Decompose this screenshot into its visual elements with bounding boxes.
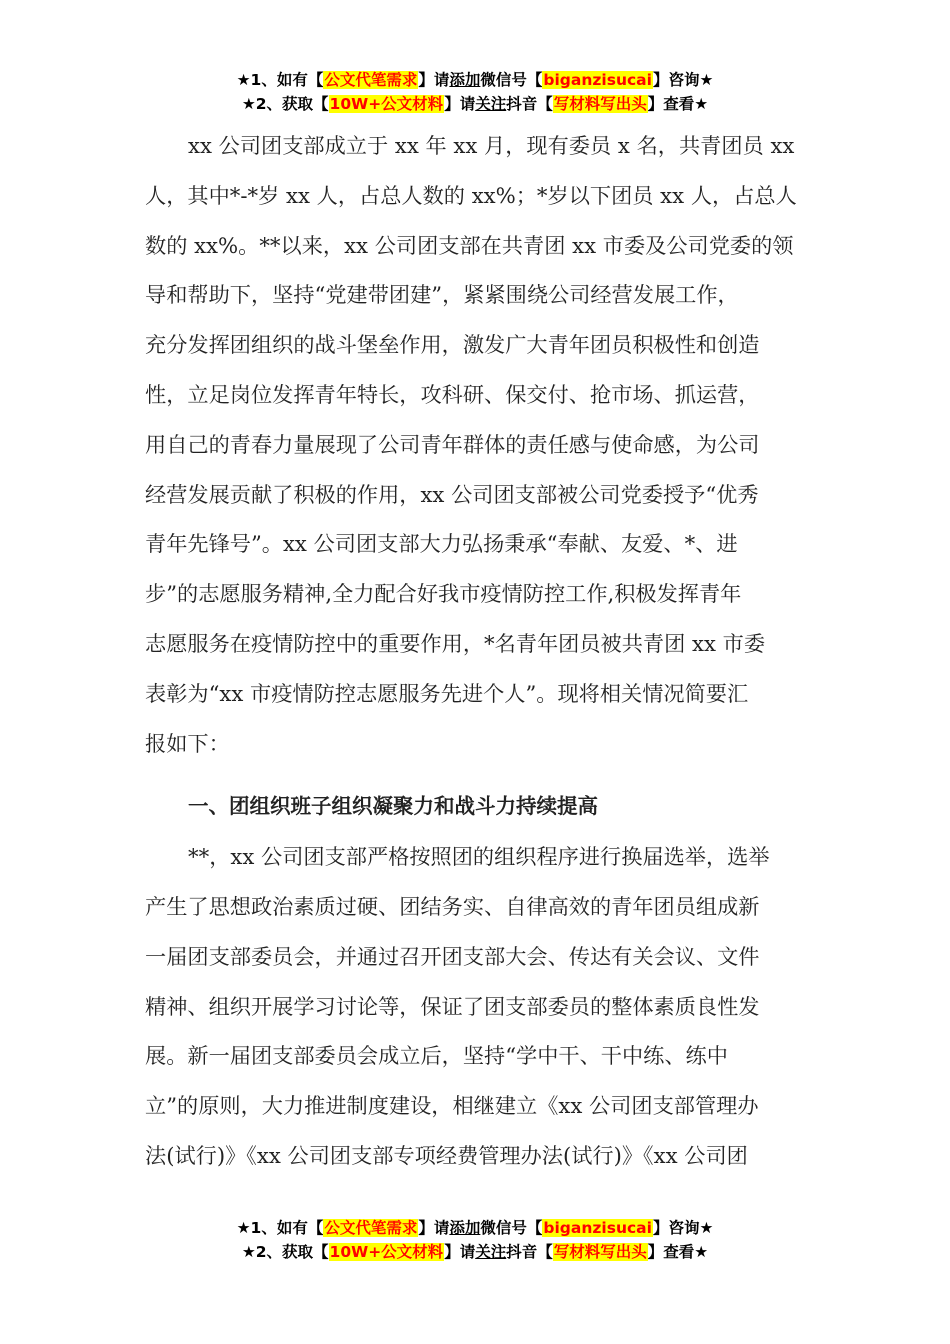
paragraph-line: 青年先锋号”。xx 公司团支部大力弘扬秉承“奉献、友爱、*、进 <box>145 531 738 557</box>
wechat-id-highlight: biganzisucai <box>543 1219 652 1237</box>
promo-text: 抖音【 <box>506 1243 553 1261</box>
promo-text: 1、如有【 <box>250 71 324 89</box>
star-icon: ★ <box>241 95 256 113</box>
promo-text: 微信号【 <box>480 1219 543 1237</box>
paragraph-line: 一届团支部委员会，并通过召开团支部大会、传达有关会议、文件 <box>145 943 760 969</box>
star-icon: ★ <box>236 71 251 89</box>
douyin-highlight: 写材料写出头 <box>553 1243 647 1261</box>
star-icon: ★ <box>236 1219 251 1237</box>
promo-highlight: 10W+公文材料 <box>329 1243 444 1261</box>
paragraph-line: 用自己的青春力量展现了公司青年群体的责任感与使命感，为公司 <box>145 431 760 457</box>
promo-line-1 <box>0 68 950 92</box>
spacer <box>145 768 810 782</box>
promo-text: 】查看★ <box>647 95 709 113</box>
promo-text: 抖音【 <box>506 95 553 113</box>
promo-text: 】请 <box>444 95 476 113</box>
paragraph-line: 立”的原则，大力推进制度建设，相继建立《xx 公司团支部管理办 <box>145 1093 759 1119</box>
paragraph-line: 人，其中*-*岁 xx 人，占总人数的 xx%；*岁以下团员 xx 人，占总人 <box>145 182 797 208</box>
document-body <box>145 121 810 1181</box>
promo-text: 微信号【 <box>480 71 543 89</box>
promo-text: 2、获取【 <box>255 95 329 113</box>
paragraph-line: 数的 xx%。**以来，xx 公司团支部在共青团 xx 市委及公司党委的领 <box>145 232 794 258</box>
paragraph-line: 产生了思想政治素质过硬、团结务实、自律高效的青年团员组成新 <box>145 893 760 919</box>
promo-text: 】咨询★ <box>652 1219 714 1237</box>
promo-underline: 添加 <box>449 71 481 89</box>
paragraph-line: 性，立足岗位发挥青年特长，攻科研、保交付、抢市场、抓运营， <box>145 381 760 407</box>
douyin-highlight: 写材料写出头 <box>553 95 647 113</box>
paragraph-line: 报如下： <box>145 730 230 756</box>
promo-text: 】查看★ <box>647 1243 709 1261</box>
star-icon: ★ <box>241 1243 256 1261</box>
promo-underline: 关注 <box>475 95 507 113</box>
promo-line-2 <box>0 92 950 116</box>
promo-underline: 添加 <box>449 1219 481 1237</box>
promo-line-2 <box>0 1240 950 1264</box>
paragraph-line: 法(试行)》《xx 公司团支部专项经费管理办法(试行)》《xx 公司团 <box>145 1142 748 1168</box>
promo-text: 】请 <box>418 71 450 89</box>
promo-text: 】请 <box>418 1219 450 1237</box>
promo-line-1 <box>0 1216 950 1240</box>
paragraph-line: 充分发挥团组织的战斗堡垒作用，激发广大青年团员积极性和创造 <box>145 332 760 358</box>
paragraph-line: 精神、组织开展学习讨论等，保证了团支部委员的整体素质良性发 <box>145 993 760 1019</box>
section-heading: 一、团组织班子组织凝聚力和战斗力持续提高 <box>188 794 598 819</box>
promo-highlight: 公文代笔需求 <box>324 71 418 89</box>
promo-banner-bottom <box>0 1216 950 1264</box>
promo-text: 1、如有【 <box>250 1219 324 1237</box>
promo-highlight: 10W+公文材料 <box>329 95 444 113</box>
promo-text: 】请 <box>444 1243 476 1261</box>
promo-underline: 关注 <box>475 1243 507 1261</box>
promo-highlight: 公文代笔需求 <box>324 1219 418 1237</box>
promo-banner-top <box>0 68 950 116</box>
wechat-id-highlight: biganzisucai <box>543 71 652 89</box>
paragraph-line: 导和帮助下，坚持“党建带团建”，紧紧围绕公司经营发展工作， <box>145 282 739 308</box>
paragraph-line: 经营发展贡献了积极的作用，xx 公司团支部被公司党委授予“优秀 <box>145 481 759 507</box>
promo-text: 】咨询★ <box>652 71 714 89</box>
paragraph-line: 表彰为“xx 市疫情防控志愿服务先进个人”。现将相关情况简要汇 <box>145 680 749 706</box>
paragraph-line: xx 公司团支部成立于 xx 年 xx 月，现有委员 x 名，共青团员 xx <box>188 133 795 158</box>
paragraph-line: 志愿服务在疫情防控中的重要作用，*名青年团员被共青团 xx 市委 <box>145 630 766 656</box>
paragraph-line: 步”的志愿服务精神,全力配合好我市疫情防控工作,积极发挥青年 <box>145 581 742 607</box>
paragraph-line: 展。新一届团支部委员会成立后，坚持“学中干、干中练、练中 <box>145 1043 728 1069</box>
paragraph-line: **，xx 公司团支部严格按照团的组织程序进行换届选举，选举 <box>188 844 770 870</box>
promo-text: 2、获取【 <box>255 1243 329 1261</box>
